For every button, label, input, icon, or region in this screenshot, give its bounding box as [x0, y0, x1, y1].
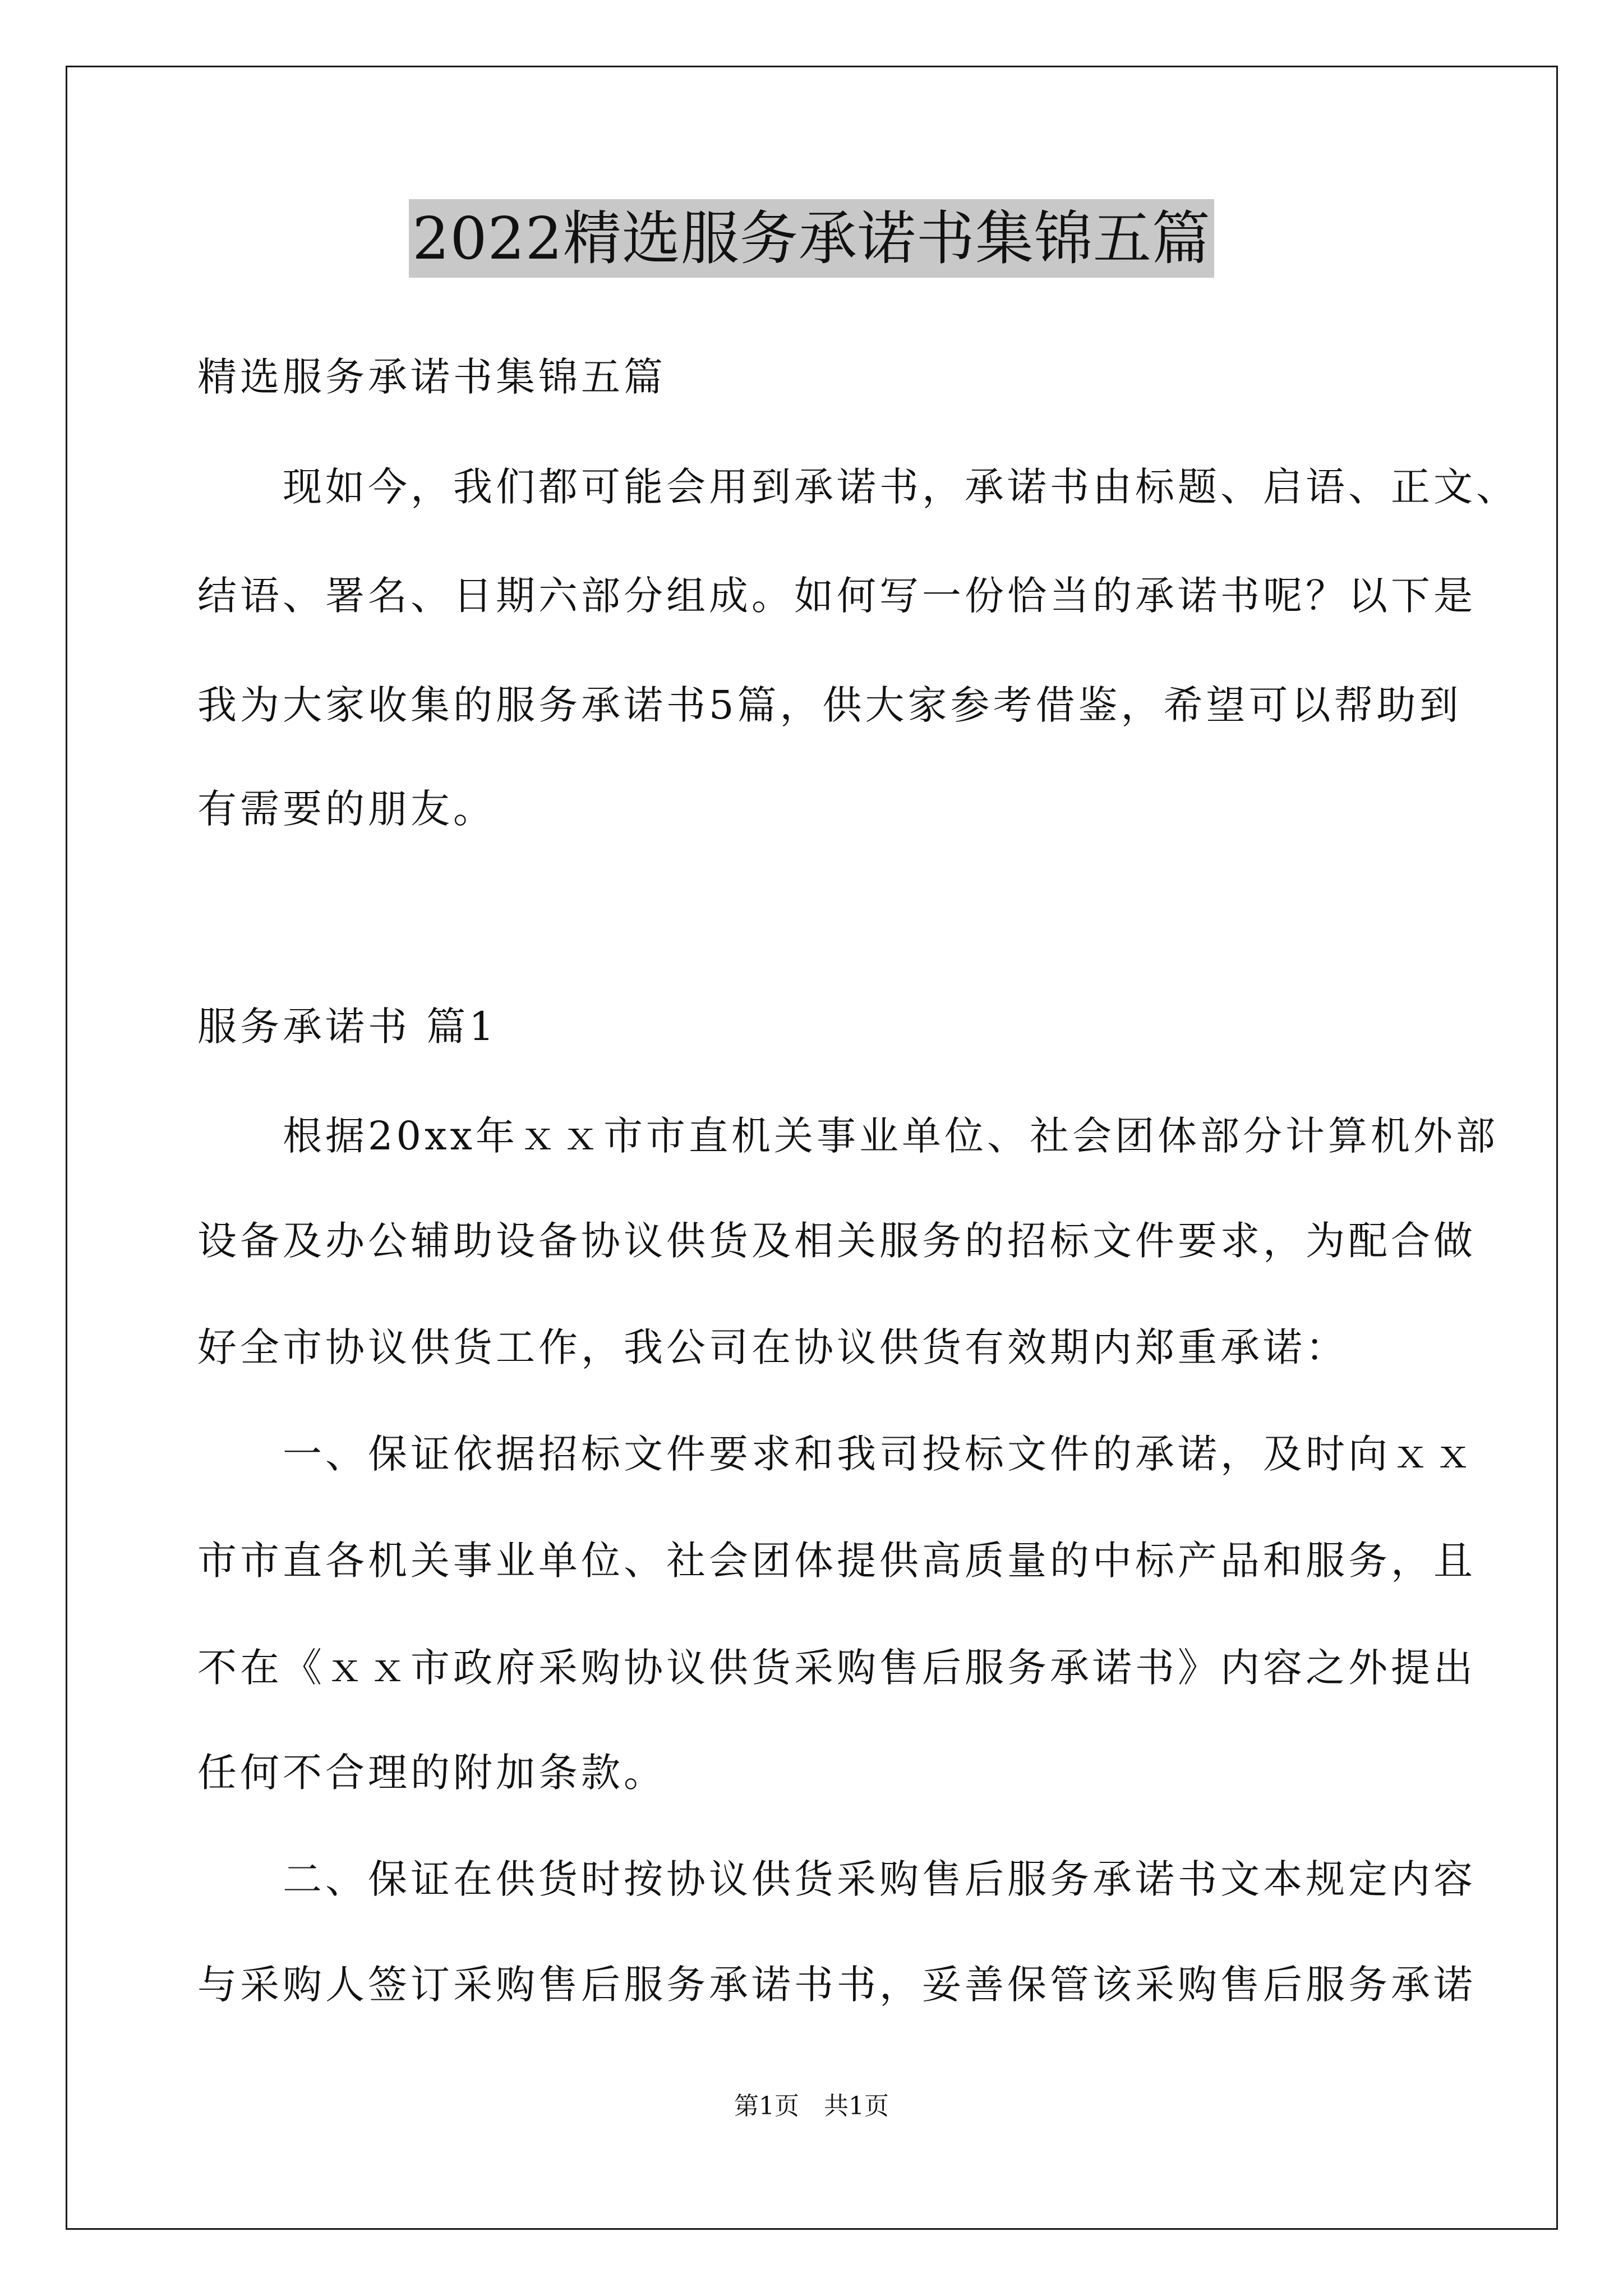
- page-footer: 第1页 共1页: [734, 2092, 889, 2120]
- paragraph-line: 现如今，我们都可能会用到承诺书，承诺书由标题、启语、正文、: [197, 464, 1519, 510]
- paragraph-line: 结语、署名、日期六部分组成。如何写一份恰当的承诺书呢？以下是: [197, 573, 1476, 619]
- paragraph-line: 设备及办公辅助设备协议供货及相关服务的招标文件要求，为配合做: [197, 1218, 1476, 1264]
- paragraph-line: 根据20xx年ｘｘ市市直机关事业单位、社会团体部分计算机外部: [197, 1113, 1499, 1159]
- paragraph-line: 任何不合理的附加条款。: [197, 1750, 666, 1796]
- document-title: 2022精选服务承诺书集锦五篇: [409, 199, 1214, 278]
- paragraph-line: 好全市协议供货工作，我公司在协议供货有效期内郑重承诺：: [197, 1324, 1348, 1370]
- section-heading: 服务承诺书 篇1: [197, 1004, 497, 1050]
- paragraph-line: 二、保证在供货时按协议供货采购售后服务承诺书文本规定内容: [197, 1856, 1476, 1902]
- paragraph-line: 市市直各机关事业单位、社会团体提供高质量的中标产品和服务，且: [197, 1538, 1476, 1584]
- paragraph-line: 有需要的朋友。: [197, 786, 496, 832]
- subtitle-line: 精选服务承诺书集锦五篇: [197, 354, 666, 400]
- title-wrapper: [0, 199, 1623, 278]
- paragraph-line: 不在《ｘｘ市政府采购协议供货采购售后服务承诺书》内容之外提出: [197, 1645, 1476, 1691]
- paragraph-line: 我为大家收集的服务承诺书5篇，供大家参考借鉴，希望可以帮助到: [197, 682, 1462, 728]
- paragraph-line: 一、保证依据招标文件要求和我司投标文件的承诺，及时向ｘｘ: [197, 1431, 1476, 1477]
- paragraph-line: 与采购人签订采购售后服务承诺书书，妥善保管该采购售后服务承诺: [197, 1962, 1476, 2008]
